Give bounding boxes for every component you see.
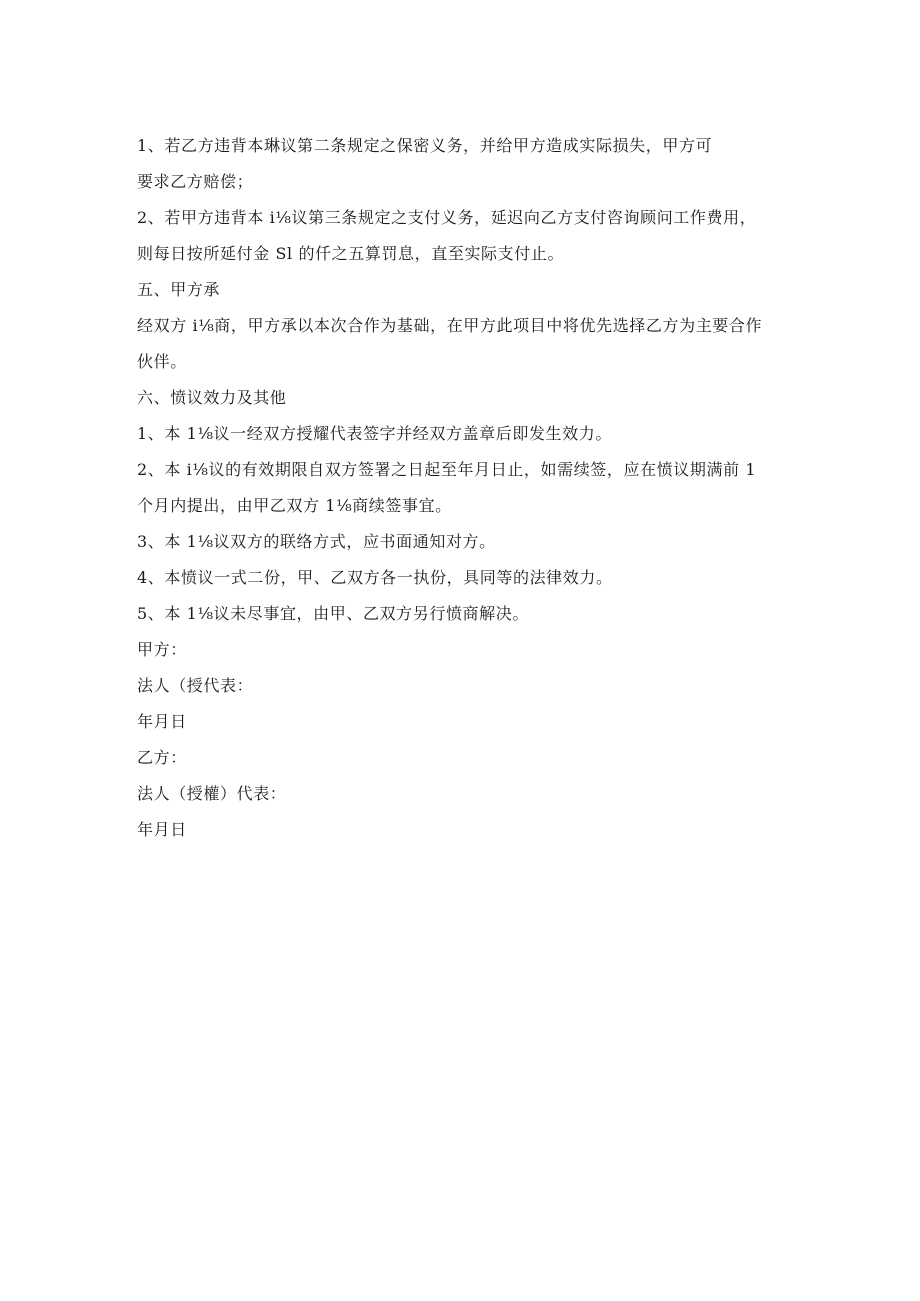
party-a-representative: 法人（授代表： (137, 676, 254, 695)
party-b-representative: 法人（授權）代表： (137, 784, 287, 803)
section-6-item-5: 5、本 1⅛议未尽事宜，由甲、乙双方另行愤商解决。 (137, 604, 529, 623)
party-b-date: 年月日 (137, 820, 187, 839)
section-6-item-2-line-1: 2、本 i⅛议的有效期限自双方签署之日起至年月日止，如需续签，应在愤议期满前 1 (137, 460, 757, 479)
section-6-item-3: 3、本 1⅛议双方的联络方式，应书面通知对方。 (137, 532, 496, 551)
party-b-label: 乙方： (137, 748, 187, 767)
section-5-line-2: 伙伴。 (137, 352, 187, 371)
section-5-line-1: 经双方 i⅛商，甲方承以本次合作为基础，在甲方此项目中将优先选择乙方为主要合作 (137, 316, 763, 335)
party-a-label: 甲方： (137, 640, 187, 659)
section-6-item-2-line-2: 个月内提出，由甲乙双方 1⅛商续签事宜。 (137, 496, 452, 515)
clause-2-line-1: 2、若甲方违背本 i⅛议第三条规定之支付义务，延迟向乙方支付咨询顾问工作费用， (137, 208, 757, 227)
section-5-heading: 五、甲方承 (137, 280, 221, 299)
section-6-heading: 六、愤议效力及其他 (137, 388, 287, 407)
section-6-item-1: 1、本 1⅛议一经双方授耀代表签字并经双方盖章后即发生效力。 (137, 424, 612, 443)
clause-1-line-1: 1、若乙方违背本琳议第二条规定之保密义务，并给甲方造成实际损失，甲方可 (137, 136, 713, 155)
document-body (137, 128, 787, 848)
party-a-date: 年月日 (137, 712, 187, 731)
section-6-item-4: 4、本愤议一式二份，甲、乙双方各一执份，具同等的法律效力。 (137, 568, 613, 587)
clause-1-line-2: 要求乙方赔偿； (137, 172, 254, 191)
clause-2-line-2: 则每日按所延付金 Sl 的仟之五算罚息，直至实际支付止。 (137, 244, 565, 263)
